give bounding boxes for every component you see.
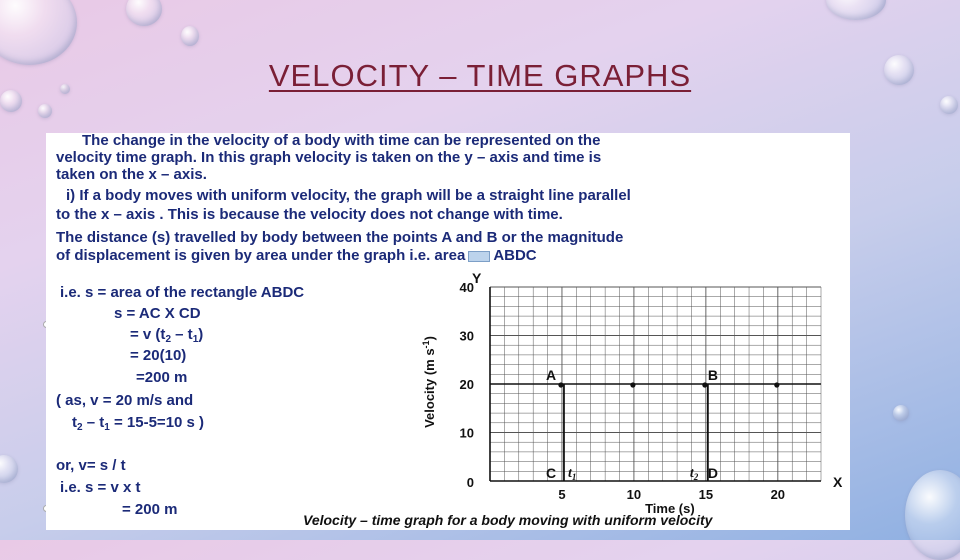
x-axis-letter: X: [833, 474, 843, 490]
y-tick-label: 0: [466, 475, 474, 490]
data-point: [558, 382, 563, 387]
text-line: taken on the x – axis.: [56, 166, 207, 183]
text-fragment: – t: [82, 414, 105, 431]
water-drop-decoration: [126, 0, 162, 26]
water-drop-decoration: [38, 104, 52, 118]
text-fragment: ): [198, 326, 204, 343]
text-line: = 20(10): [130, 347, 187, 364]
text-fragment: of displacement is given by area under the graph i.e. area: [56, 247, 466, 264]
text-line: The change in the velocity of a body with time can be represented on the: [82, 133, 601, 149]
text-line: i.e. s = area of the rectangle ABDC: [60, 284, 305, 301]
text-line: ( as, v = 20 m/s and: [56, 392, 194, 409]
text-line: i) If a body moves with uniform velocity, the graph will be a straight line parallel: [66, 187, 631, 204]
text-fragment: = v (t: [130, 326, 166, 343]
text-fragment: = 15-5=10 s ): [109, 414, 205, 431]
time-label: $t_1$: [567, 466, 577, 482]
data-point: [774, 382, 779, 387]
y-axis-letter: Y: [472, 270, 482, 286]
text-line: i.e. s = v x t: [60, 479, 141, 496]
water-drop-decoration: [826, 0, 886, 20]
text-line: s = AC X CD: [114, 305, 201, 322]
x-tick-label: 20: [770, 487, 786, 502]
y-axis-title: Velocity (m $s^{-1}$): [421, 336, 437, 428]
subscript: 1: [104, 422, 110, 433]
text-fragment: – t: [171, 326, 193, 343]
water-drop-decoration: [181, 26, 199, 46]
text-line: or, v= s / t: [56, 457, 126, 474]
x-axis-title: Time (s): [645, 501, 695, 516]
data-point: [702, 382, 707, 387]
y-tick-label: 40: [459, 280, 474, 295]
x-tick-label: 15: [698, 487, 714, 502]
graph-caption: Velocity – time graph for a body moving with uniform velocity: [303, 512, 713, 528]
y-tick-label: 10: [459, 425, 474, 441]
text-line: =200 m: [136, 369, 188, 386]
point-label: B: [707, 367, 718, 383]
content-panel: [46, 133, 850, 530]
text-line: velocity time graph. In this graph velocity is taken on the y – axis and time is: [56, 149, 602, 166]
point-label: D: [707, 465, 718, 481]
text-fragment: t: [72, 414, 77, 431]
text-line: to the x – axis . This is because the velocity does not change with time.: [56, 206, 563, 223]
text-line: [72, 414, 204, 437]
text-line: The distance (s) travelled by body between the points A and B or the magnitude: [56, 229, 624, 246]
point-label: A: [545, 367, 557, 383]
water-drop-decoration: [0, 0, 77, 65]
text-fragment: ABDC: [493, 247, 537, 264]
rectangle-icon: [468, 251, 490, 262]
subscript: 2: [165, 334, 171, 345]
data-point: [630, 382, 635, 387]
y-tick-label: 30: [459, 328, 474, 344]
point-label: C: [545, 465, 557, 481]
subscript: 1: [192, 334, 199, 345]
subscript: 2: [77, 422, 83, 433]
water-drop-decoration: [905, 470, 960, 560]
slide-title: VELOCITY – TIME GRAPHS: [268, 58, 692, 93]
velocity-time-graph: [396, 269, 850, 530]
water-drop-decoration: [0, 455, 18, 483]
x-tick-label: 5: [558, 487, 566, 502]
y-tick-label: 20: [459, 377, 474, 392]
text-line: [130, 326, 203, 349]
time-label: $t_2$: [689, 466, 699, 482]
text-line: = 200 m: [122, 501, 178, 518]
x-tick-label: 10: [626, 487, 642, 502]
water-drop-decoration: [940, 96, 958, 114]
water-drop-decoration: [893, 405, 909, 421]
text-line: [56, 247, 537, 265]
